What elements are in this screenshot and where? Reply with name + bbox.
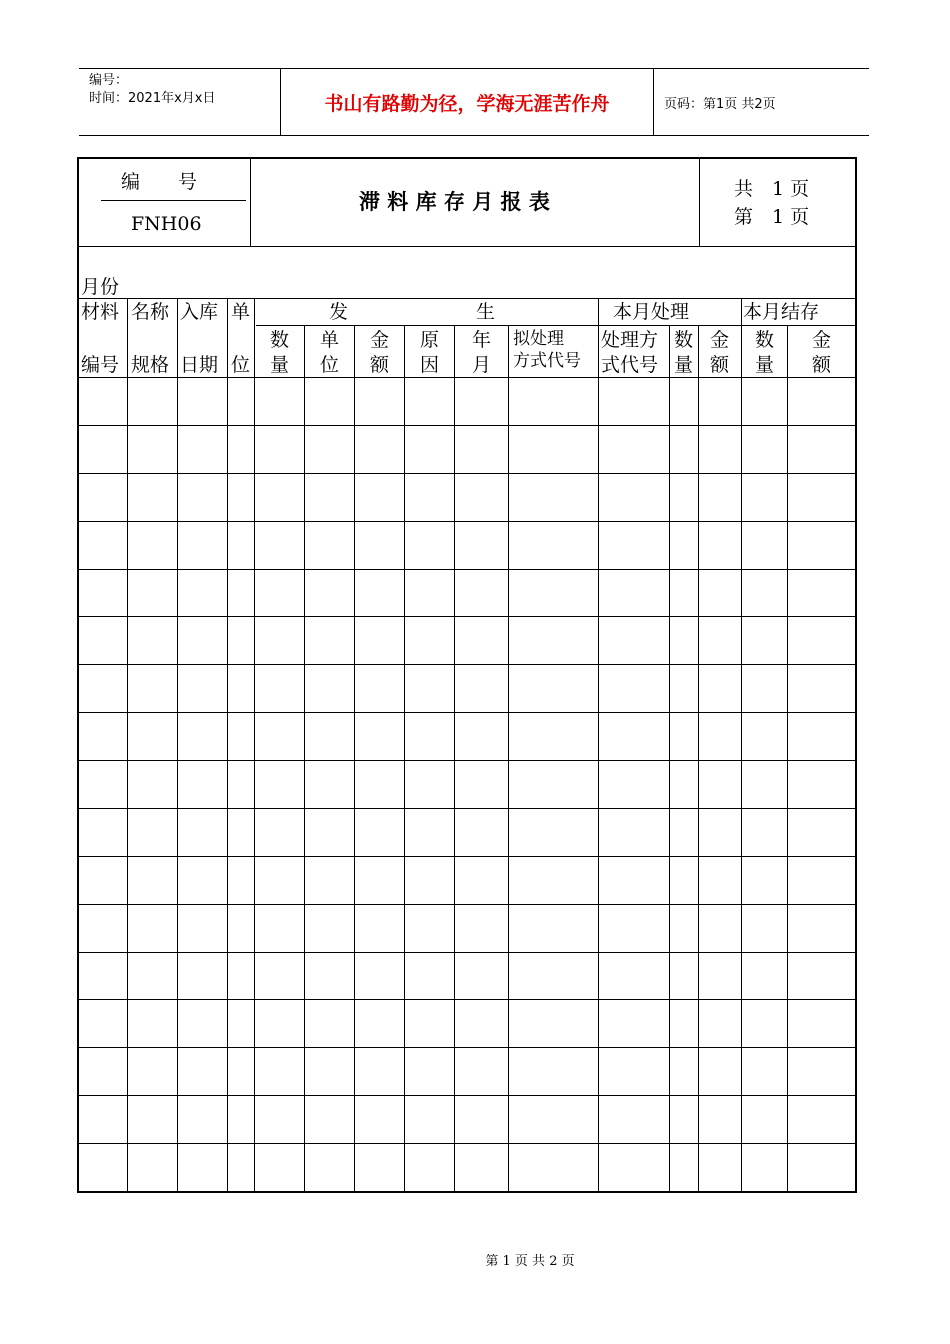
col-handling-code-1: 处理方	[601, 329, 659, 351]
form-current-page: 第 1 页	[734, 206, 810, 228]
col-unit-2: 位	[231, 354, 251, 376]
table-row-line	[79, 952, 855, 953]
col-handling-amount-1: 金	[710, 329, 730, 351]
header-meta	[79, 69, 281, 135]
col-stock-qty-1: 数	[755, 329, 775, 351]
col-instock-2: 日期	[180, 354, 219, 376]
table-row-line	[79, 473, 855, 474]
col-line	[304, 325, 305, 1191]
col-reason-2: 因	[420, 354, 440, 376]
col-handling-code-2: 式代号	[601, 354, 659, 376]
month-label: 月份	[81, 276, 120, 298]
col-proposed-1: 拟处理	[513, 329, 564, 349]
col-reason-1: 原	[420, 329, 440, 351]
table-row-line	[79, 999, 855, 1000]
title-divider-left	[250, 159, 251, 246]
col-line	[227, 298, 228, 1191]
table-row-line	[79, 521, 855, 522]
col-yearmonth-2: 月	[472, 354, 492, 376]
col-line	[354, 325, 355, 1191]
table-row-line	[79, 425, 855, 426]
col-material-1: 材料	[81, 301, 120, 323]
table-row-line	[79, 1047, 855, 1048]
table-row-line	[79, 712, 855, 713]
col-unitprice-2: 位	[320, 354, 340, 376]
col-qty-2: 量	[270, 354, 290, 376]
header-bottom-line	[79, 377, 855, 378]
month-bottom-line	[79, 298, 855, 299]
form-title: 滞 料 库 存 月 报 表	[359, 189, 550, 214]
col-qty-1: 数	[270, 329, 290, 351]
col-yearmonth-1: 年	[472, 329, 492, 351]
col-line	[741, 298, 742, 1191]
group-stock: 本月结存	[743, 301, 820, 323]
col-handling-qty-1: 数	[674, 329, 694, 351]
header-page-info: 页码：第1页 共2页	[664, 96, 776, 112]
col-name-2: 规格	[131, 354, 170, 376]
col-stock-amount-2: 额	[812, 354, 832, 376]
col-line	[177, 298, 178, 1191]
header-motto: 书山有路勤为径，学海无涯苦作舟	[281, 69, 654, 135]
col-stock-amount-1: 金	[812, 329, 832, 351]
table-row-line	[79, 760, 855, 761]
group-occur-2: 生	[476, 301, 496, 323]
col-line	[454, 325, 455, 1191]
page-header	[79, 68, 869, 136]
col-line	[669, 325, 670, 1191]
col-line	[508, 325, 509, 1191]
group-occur-1: 发	[329, 301, 349, 323]
header-code-label: 编号：	[89, 73, 129, 88]
col-handling-qty-2: 量	[674, 354, 694, 376]
table-row-line	[79, 904, 855, 905]
col-handling-amount-2: 额	[710, 354, 730, 376]
table-row-line	[79, 664, 855, 665]
col-unit-1: 单	[231, 301, 251, 323]
form-total-pages: 共 1 页	[734, 178, 810, 200]
table-row-line	[79, 569, 855, 570]
col-proposed-2: 方式代号	[513, 351, 581, 371]
col-amount-2: 额	[370, 354, 390, 376]
col-line	[698, 325, 699, 1191]
table-row-line	[79, 1143, 855, 1144]
form-code-label: 编 号	[121, 171, 198, 193]
col-line	[404, 325, 405, 1191]
table-row-line	[79, 1095, 855, 1096]
col-line	[598, 298, 599, 1191]
group-header-line	[256, 325, 855, 326]
group-handling: 本月处理	[613, 301, 690, 323]
report-form	[77, 157, 857, 1193]
col-instock-1: 入库	[180, 301, 219, 323]
col-line	[787, 325, 788, 1191]
header-time-label: 时间：2021年x月x日	[89, 91, 216, 106]
title-bottom-line	[79, 246, 855, 247]
title-divider-right	[699, 159, 700, 246]
code-underline	[101, 200, 246, 201]
col-line	[254, 298, 255, 1191]
col-unitprice-1: 单	[320, 329, 340, 351]
col-amount-1: 金	[370, 329, 390, 351]
col-name-1: 名称	[131, 301, 170, 323]
table-row-line	[79, 808, 855, 809]
table-row-line	[79, 856, 855, 857]
table-row-line	[79, 616, 855, 617]
col-line	[127, 298, 128, 1191]
page-footer: 第 1 页 共 2 页	[485, 1254, 575, 1269]
col-stock-qty-2: 量	[755, 354, 775, 376]
form-code-value: FNH06	[131, 213, 202, 235]
col-material-2: 编号	[81, 354, 120, 376]
